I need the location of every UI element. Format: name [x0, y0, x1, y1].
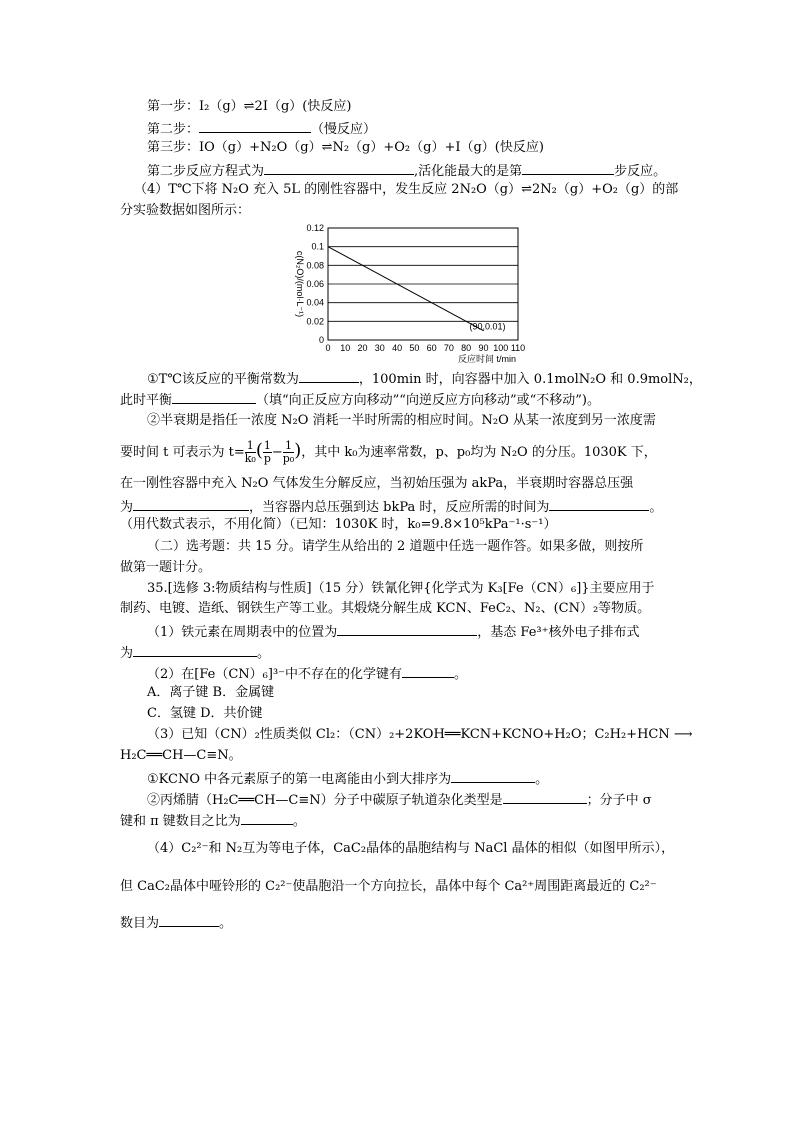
y-tick-label: 0: [318, 335, 324, 345]
x-tick-label: 60: [426, 343, 437, 353]
y-tick-label: 0.1: [311, 241, 324, 252]
answer-blank[interactable]: [133, 642, 257, 657]
q35-p2: [147, 663, 467, 684]
answer-blank[interactable]: [402, 663, 454, 678]
fraction: $\frac{1}{\text{p₀}}$: [282, 439, 295, 465]
answer-blank[interactable]: [133, 496, 249, 511]
step-3: 第三步：IO（g）+N₂O（g）⇌N₂（g）+O₂（g）+I（g）(快反应): [147, 140, 544, 155]
q4-2-line4: [120, 496, 662, 517]
answer-blank[interactable]: [549, 496, 649, 511]
q4-2-line2: 要时间 t 可表示为 t= $\frac{1}{\text{k₀}}$ ( $\frac{1}{p}$ − $\frac{1}{\text{p₀}}$ )，其中 k₀为速率常数，p、p₀均为 N₂O 的分压。1030K 下，: [120, 439, 657, 465]
q35-p4c: [120, 912, 232, 933]
x-axis-label: 反应时间 t/min: [457, 354, 516, 364]
x-tick-label: 110: [510, 343, 526, 353]
q4-1-d: （填“向正反应方向移动”“向逆反应方向移动”或“不移动”)。: [256, 393, 600, 408]
q35-p3a: （3）已知（CN）₂性质类似 Cl₂：（CN）₂+2KOH══KCN+KCNO+H₂O；C₂H₂+HCN ⟶: [147, 727, 693, 742]
series-line: [328, 247, 483, 331]
answer-blank[interactable]: [337, 621, 477, 636]
answer-blank[interactable]: [522, 160, 614, 175]
x-tick-label: 70: [443, 343, 454, 353]
step-1: 第一步：I₂（g）⇌2I（g）(快反应): [147, 99, 352, 114]
x-tick-label: 0: [325, 343, 331, 353]
answer-blank[interactable]: [172, 389, 256, 404]
step-question: [147, 160, 666, 181]
q35-p4b: 但 CaC₂晶体中哑铃形的 C₂²⁻使晶胞沿一个方向拉长，晶体中每个 Ca²⁺周围距离最近的 C₂²⁻: [120, 879, 657, 894]
q35-p2-text: （2）在[Fe（CN）₆]³⁻中不存在的化学键有: [147, 667, 403, 682]
q35-p3e: [120, 810, 306, 831]
concentration-chart: [283, 222, 543, 364]
q4-2-line3: 在一刚性容器中充入 N₂O 气体发生分解反应，当初始压强为 akPa，半衰期时容器总压强: [120, 476, 634, 491]
q4-2-line5: （用代数式表示，不用化简）（已知：1030K 时，k₀=9.8×10⁵kPa⁻¹·s⁻¹）: [120, 517, 557, 532]
q35-p3c-end: 。: [535, 772, 549, 787]
section2-line1: （二）选考题：共 15 分。请学生从给出的 2 道题中任选一题作答。如果多做，则按所: [147, 539, 644, 554]
q35-p3e-end: 。: [292, 814, 306, 829]
answer-blank[interactable]: [199, 118, 311, 133]
q4-2-l4a: 为: [120, 500, 134, 515]
answer-blank[interactable]: [299, 368, 359, 383]
step-2: [147, 118, 376, 139]
q4-1-line2: [120, 389, 600, 410]
q35-p2-end: 。: [454, 667, 468, 682]
x-tick-label: 100: [493, 343, 509, 353]
q4-2-line1: ②半衰期是指任一浓度 N₂O 消耗一半时所需的相应时间。N₂O 从某一浓度到另一浓度需: [147, 413, 656, 428]
section2-line2: 做第一题计分。: [120, 560, 212, 575]
answer-blank[interactable]: [503, 789, 587, 804]
q35-p1-cont: [120, 642, 270, 663]
q35-p3d: [147, 789, 652, 810]
x-tick-label: 50: [409, 343, 420, 353]
q35-p1c: 为: [120, 646, 134, 661]
q4-2-l4c: 。: [649, 500, 663, 515]
q4-1-a: ①T℃该反应的平衡常数为: [147, 372, 299, 387]
answer-blank[interactable]: [451, 768, 535, 783]
q35-line1: 35.[选修 3:物质结构与性质]（15 分）铁氰化钾{化学式为 K₃[Fe（CN）₆]}主要应用于: [147, 581, 655, 596]
q35-p3d-mid: ；分子中 σ: [586, 793, 652, 808]
q35-p3e-text: 键和 π 键数目之比为: [120, 814, 241, 829]
q-prefix: 第二步反应方程式为: [147, 164, 265, 179]
q4-1-line1: [147, 368, 702, 389]
q35-line2: 制药、电镀、造纸、钢铁生产等工业。其煅烧分解生成 KCN、FeC₂、N₂、(CN）₂等物质。: [120, 601, 651, 616]
q35-p1b: ，基态 Fe³⁺核外电子排布式: [477, 625, 640, 640]
q-mid: ,活化能最大的是第: [414, 164, 523, 179]
q4-line1: （4）T℃下将 N₂O 充入 5L 的刚性容器中，发生反应 2N₂O（g）⇌2N₂（g）+O₂（g）的部: [134, 182, 679, 197]
step-2-prefix: 第二步：: [147, 122, 200, 137]
answer-blank[interactable]: [159, 912, 219, 927]
y-tick-label: 0.08: [306, 260, 324, 271]
x-tick-label: 90: [478, 343, 489, 353]
x-tick-label: 80: [461, 343, 472, 353]
q35-p3b: H₂C══CH—C≡N。: [120, 748, 242, 763]
q35-p3c-text: ①KCNO 中各元素原子的第一电离能由小到大排序为: [147, 772, 452, 787]
q4-1-b: ，100min 时，向容器中加入 0.1molN₂O 和 0.9molN₂，: [358, 372, 702, 387]
q35-p3d-text: ②丙烯腈（H₂C══CH—C≡N）分子中碳原子轨道杂化类型是: [147, 793, 503, 808]
x-tick-label: 40: [392, 343, 403, 353]
x-tick-label: 20: [357, 343, 368, 353]
answer-blank[interactable]: [264, 160, 414, 175]
x-tick-labels: [325, 343, 525, 353]
q-suffix: 步反应。: [614, 164, 667, 179]
q35-p1: [147, 621, 640, 642]
step-2-suffix: （慢反应）: [311, 122, 377, 137]
q4-line2: 分实验数据如图所示：: [120, 203, 251, 218]
y-tick-labels: [306, 223, 324, 345]
y-tick-label: 0.02: [306, 316, 324, 327]
q35-p1a: （1）铁元素在周期表中的位置为: [147, 625, 338, 640]
fraction: $\frac{1}{p}$: [263, 439, 271, 465]
q35-p4a: （4）C₂²⁻和 N₂互为等电子体，CaC₂晶体的晶胞结构与 NaCl 晶体的相似（如图甲所示），: [147, 841, 675, 856]
x-tick-label: 10: [340, 343, 351, 353]
q35-p3c: [147, 768, 548, 789]
option-a-b: A．离子键 B．金属键: [147, 685, 275, 700]
q4-2-l4b: ，当容器内总压强到达 bkPa 时，反应所需的时间为: [249, 500, 550, 515]
point-annotation: (90,0.01): [469, 321, 506, 332]
q4-2-l2a: 要时间 t 可表示为 t=: [120, 445, 245, 460]
answer-blank[interactable]: [241, 810, 293, 825]
y-axis-label: c(N₂O)/(mol·L⁻¹): [295, 250, 305, 318]
q4-2-l2b: ，其中 k₀为速率常数，p、p₀均为 N₂O 的分压。1030K 下，: [301, 445, 657, 460]
y-tick-label: 0.06: [306, 279, 324, 289]
fraction: $\frac{1}{\text{k₀}}$: [244, 439, 256, 465]
q4-1-c: 此时平衡: [120, 393, 173, 408]
x-tick-label: 30: [374, 343, 385, 353]
q35-p4c-end: 。: [219, 916, 233, 931]
q35-p1d: 。: [257, 646, 271, 661]
q35-p4c-text: 数目为: [120, 916, 160, 931]
option-c-d: C．氢键 D．共价键: [147, 706, 263, 721]
y-tick-label: 0.04: [306, 297, 324, 308]
y-tick-label: 0.12: [306, 223, 324, 233]
